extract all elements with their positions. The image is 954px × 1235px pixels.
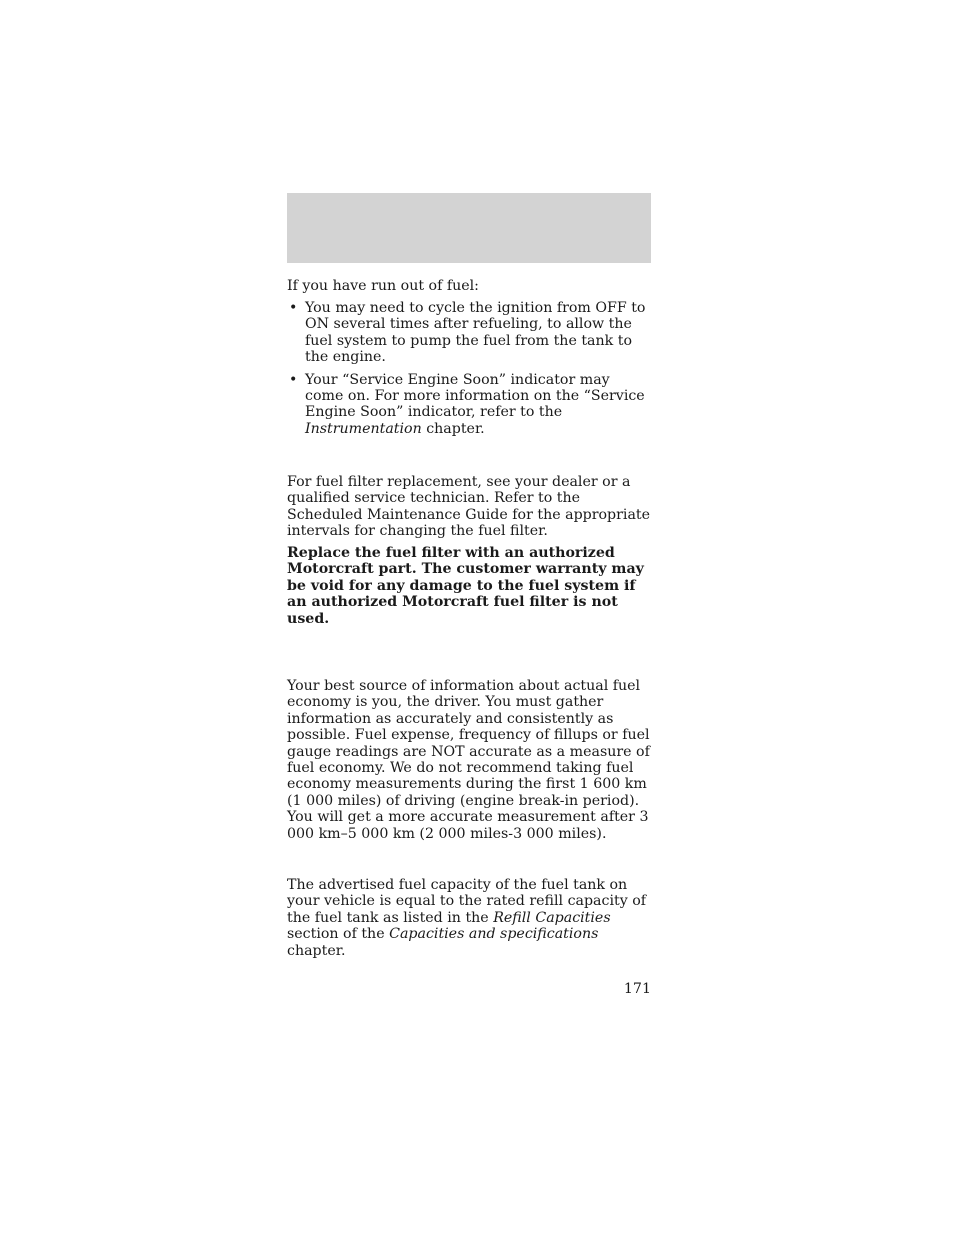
section-header-band	[287, 193, 651, 263]
bullet-icon: •	[289, 300, 298, 316]
fuel-filter-paragraph: For fuel filter replacement, see your dealer or a qualified service technician. Refer to the Scheduled Maintenance Guide for the appropriate intervals for changing the fuel filter.	[287, 474, 651, 540]
bullet-text: Your “Service Engine Soon” indicator may come on. For more information on the “Service Engine Soon” indicator, refer to the Instrumentation chapter.	[305, 371, 645, 437]
list-item	[287, 372, 651, 438]
fuel-filter-warning: Replace the fuel filter with an authorized Motorcraft part. The customer warranty may be void for any damage to the fuel system if an authorized Motorcraft fuel filter is not used.	[287, 545, 644, 627]
list-item	[287, 300, 651, 366]
page-number: 171	[623, 981, 651, 997]
fuel-economy-paragraph: Your best source of information about actual fuel economy is you, the driver. You must gather information as accurately and consistently as possible. Fuel expense, frequency of fillups or fuel gauge readings are NOT accurate as a measure of fuel economy. We do not recommend taking fuel economy measurements during the first 1 600 km (1 000 miles) of driving (engine break-in period). You will get a more accurate measurement after 3 000 km–5 000 km (2 000 miles-3 000 miles).	[287, 678, 650, 842]
run-out-intro: If you have run out of fuel:	[287, 278, 479, 294]
run-out-bullet-list	[287, 300, 651, 437]
bullet-icon: •	[289, 371, 298, 388]
fuel-capacity-paragraph: The advertised fuel capacity of the fuel tank on your vehicle is equal to the rated refill capacity of the fuel tank as listed in the Refill Capacities section of the Capacities and specifications chapter.	[287, 877, 647, 959]
bullet-text: You may need to cycle the ignition from OFF to ON several times after refueling, to allow the fuel system to pump the fuel from the tank to the engine.	[305, 300, 646, 366]
